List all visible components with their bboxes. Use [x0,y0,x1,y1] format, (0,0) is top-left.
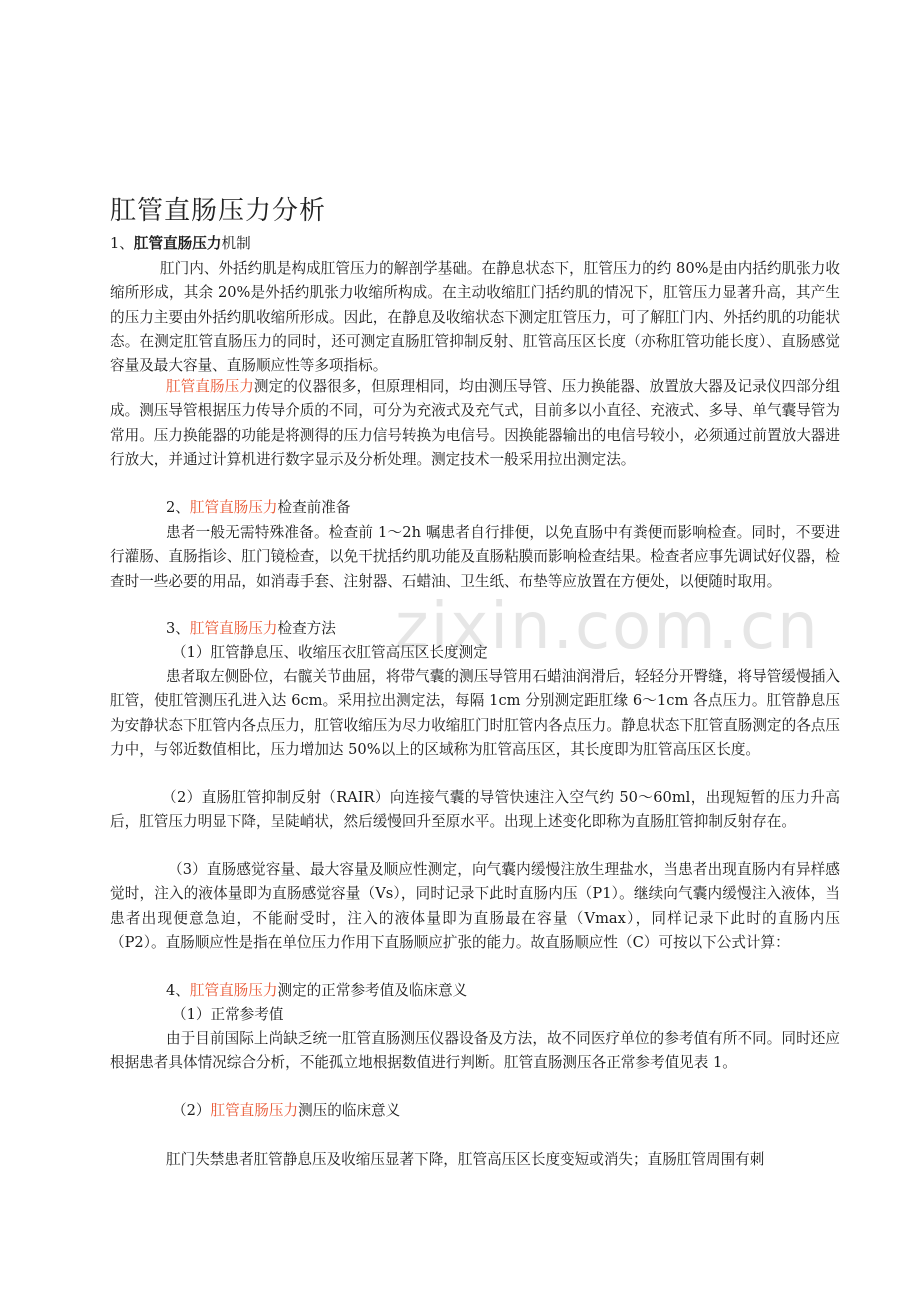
section-2-number: 2、 [166,499,190,516]
subsection-4-2-heading [110,1099,840,1123]
watermark: zixin.com.cn [395,590,820,664]
subsection-4-2-rest: 测压的临床意义 [298,1102,401,1119]
subsection-3-1-heading: （1）肛管静息压、收缩压衣肛管高压区长度测定 [172,644,488,661]
paragraph-1: 肛门内、外括约肌是构成肛管压力的解剖学基础。在静息状态下，肛管压力的约 80%是由内括约肌张力收缩所形成，其余 20%是外括约肌张力收缩所构成。在主动收缩肛门括约肌的情况下，肛管压力显著升高，其产生的压力主要由外括约肌收缩所形成。因此，在静息及收缩状态下测定肛管压力，可了解肛门内、外括约肌的功能状态。在测定肛管直肠压力的同时，还可测定直肠肛管抑制反射、肛管高压区长度（亦称肛管功能长度）、直肠感觉容量及最大容量、直肠顺应性等多项指标。 [110,260,840,375]
section-3-number: 3、 [166,620,190,637]
subsection-4-1-heading: （1）正常参考值 [172,1006,284,1023]
paragraph-4: 患者取左侧卧位，右髋关节曲屈，将带气囊的测压导管用石蜡油润滑后，轻轻分开臀缝，将导管缓慢插入肛管，使肛管测压孔进入达 6cm。采用拉出测定法，每隔 1cm 分别测定距肛缘 6～1cm 各点压力。肛管静息压为安静状态下肛管内各点压力，肛管收缩压为尽力收缩肛门时肛管内各点压力。静息状态下肛管直肠测定的各点压力中，与邻近数值相比，压力增加达 50%以上的区域称为肛管高压区，其长度即为肛管高压区长度。 [110,668,840,758]
document-title: 肛管直肠压力分析 [110,196,327,226]
section-4-number: 4、 [166,982,190,999]
paragraph-6: （3）直肠感觉容量、最大容量及顺应性测定，向气囊内缓慢注放生理盐水，当患者出现直肠内有异样感觉时，注入的液体量即为直肠感觉容量（Vs），同时记录下此时直肠内压（P1）。继续向气囊内缓慢注入液体，当患者出现便意急迫，不能耐受时，注入的液体量即为直肠最在容量（Vmax），同样记录下此时的直肠内压（P2）。直肠顺应性是指在单位压力作用下直肠顺应扩张的能力。故直肠顺应性（C）可按以下公式计算： [110,861,840,951]
section-1-rest: 机制 [221,235,251,252]
paragraph-2-keyword: 肛管直肠压力 [166,378,254,395]
paragraph-2 [110,375,840,472]
section-3-keyword: 肛管直肠压力 [189,620,278,637]
section-1-keyword: 肛管直肠压力 [133,235,222,252]
section-2-heading [110,496,840,520]
section-3-rest: 检查方法 [277,620,336,637]
section-3-heading [110,617,840,641]
paragraph-5: （2）直肠肛管抑制反射（RAIR）向连接气囊的导管快速注入空气约 50～60ml，出现短暂的压力升高后，肛管压力明显下降，呈陡峭状，然后缓慢回升至原水平。出现上述变化即称为直肠肛管抑制反射存在。 [110,789,840,831]
section-2-rest: 检查前准备 [277,499,351,516]
paragraph-8: 肛门失禁患者肛管静息压及收缩压显著下降，肛管高压区长度变短或消失；直肠肛管周围有刺 [166,1151,765,1168]
paragraph-7: 由于目前国际上尚缺乏统一肛管直肠测压仪器设备及方法，故不同医疗单位的参考值有所不同。同时还应根据患者具体情况综合分析，不能孤立地根据数值进行判断。肛管直肠测压各正常参考值见表 1。 [110,1030,840,1072]
section-4-rest: 测定的正常参考值及临床意义 [277,982,468,999]
section-1-heading [110,232,840,256]
paragraph-3: 患者一般无需特殊准备。检查前 1～2h 嘱患者自行排便，以免直肠中有粪便而影响检查。同时，不要进行灌肠、直肠指诊、肛门镜检查，以免干扰括约肌功能及直肠粘膜而影响检查结果。检查者应事先调试好仪器，检查时一些必要的用品，如消毒手套、注射器、石蜡油、卫生纸、布垫等应放置在方便处，以便随时取用。 [110,524,840,590]
section-1-number: 1、 [110,235,134,252]
paragraph-2-text: 测定的仪器很多，但原理相同，均由测压导管、压力换能器、放置放大器及记录仪四部分组成。测压导管根据压力传导介质的不同，可分为充液式及充气式，目前多以小直径、充液式、多导、单气囊导管为常用。压力换能器的功能是将测得的压力信号转换为电信号。因换能器输出的电信号较小，必须通过前置放大器进行放大，并通过计算机进行数字显示及分析处理。测定技术一般采用拉出测定法。 [110,378,840,468]
subsection-4-2-keyword: 肛管直肠压力 [210,1102,299,1119]
section-4-keyword: 肛管直肠压力 [189,982,278,999]
subsection-4-2-number: （2） [172,1102,211,1119]
section-4-heading [110,979,840,1003]
section-2-keyword: 肛管直肠压力 [189,499,278,516]
